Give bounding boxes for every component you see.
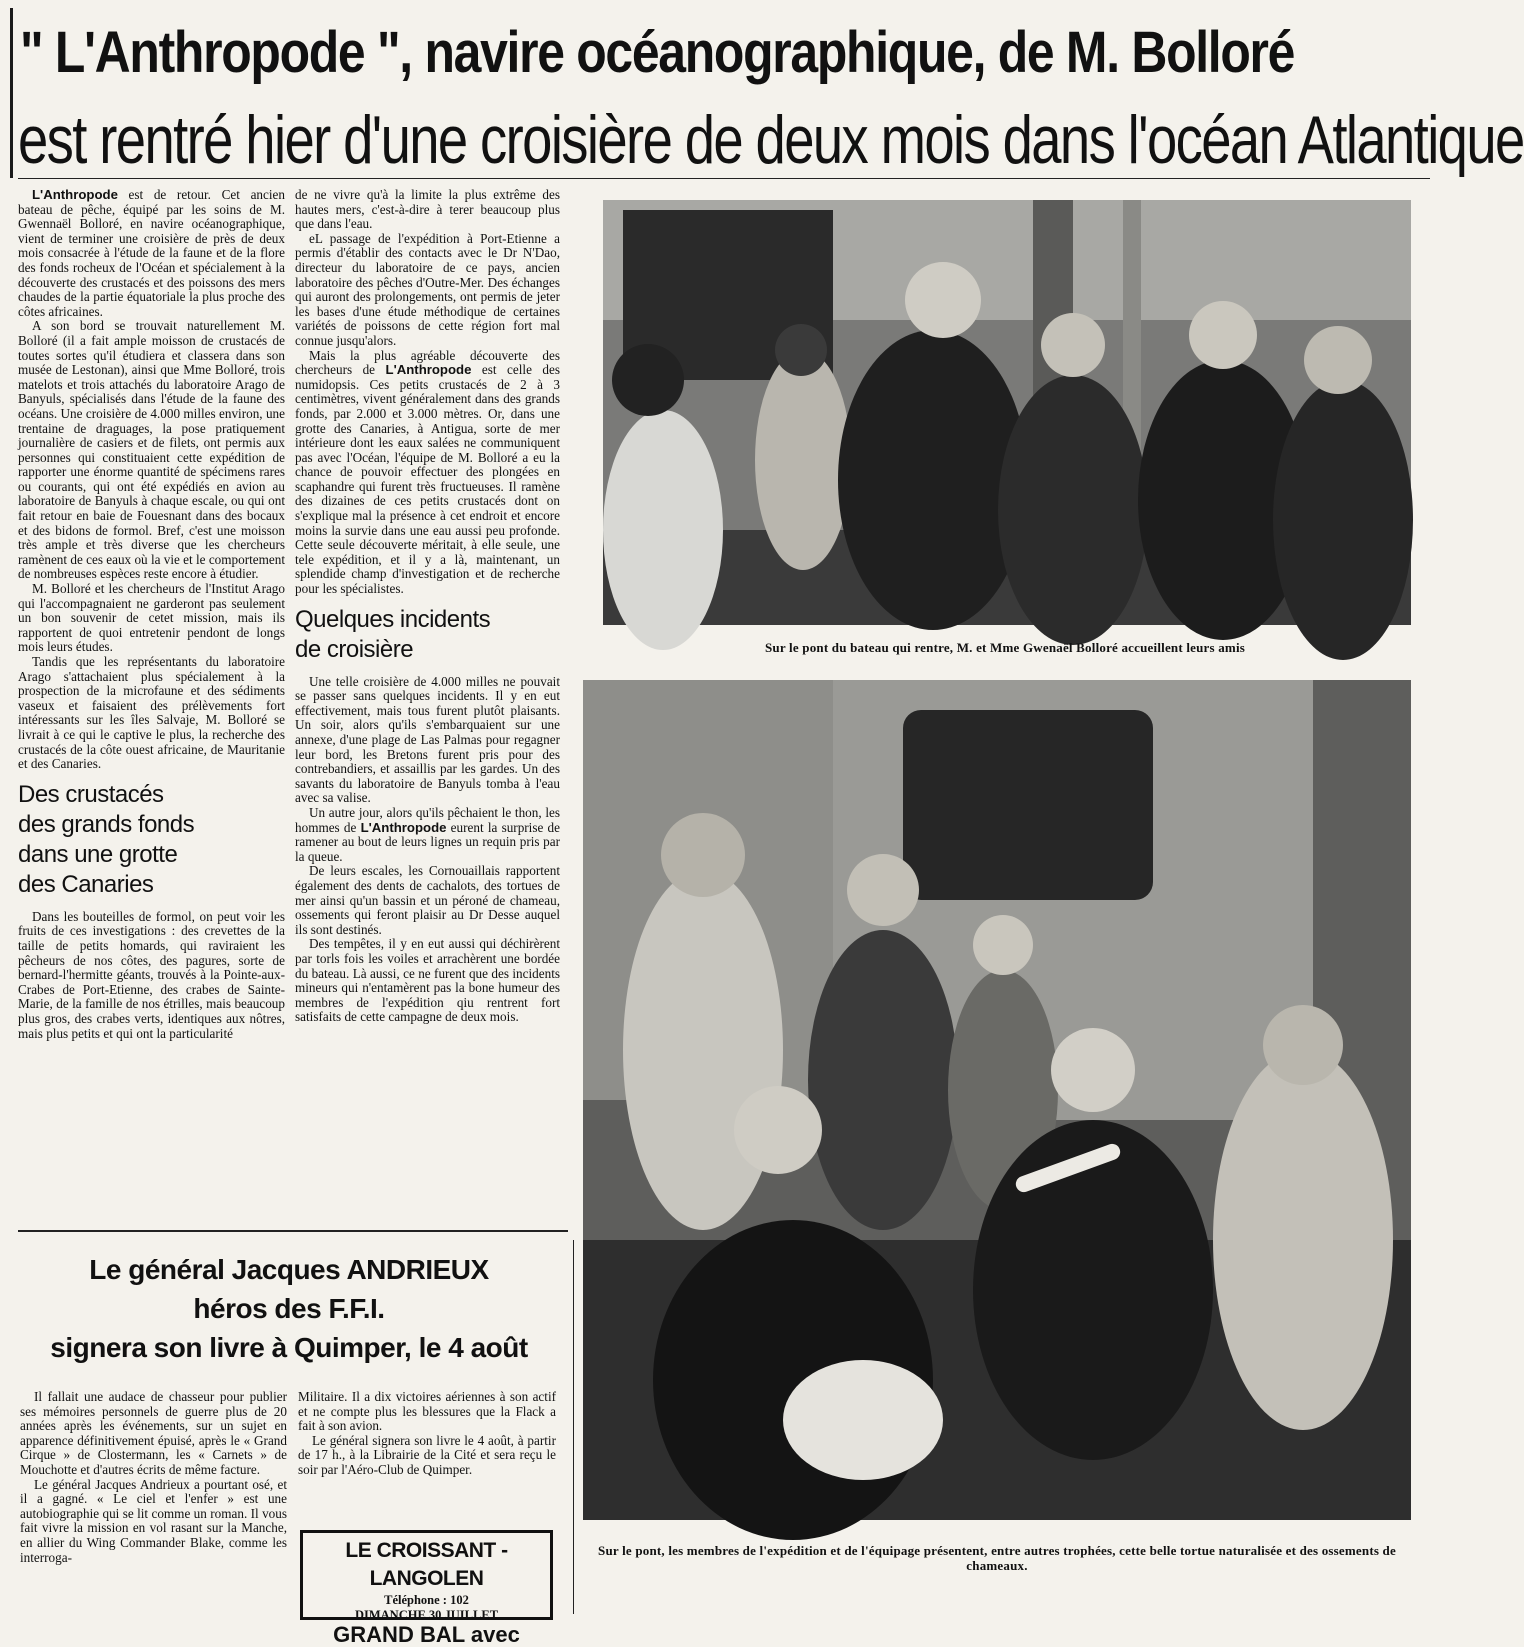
ad-event: GRAND BAL avec: [333, 1622, 520, 1647]
column-rule: [573, 1240, 574, 1614]
article-separator: [18, 1230, 568, 1232]
margin-rule: [10, 8, 13, 178]
paragraph: Mais la plus agréable découverte des chercheurs de L'Anthropode est celle des numidopsis. Ces petits crustacés de 2 à 3 centimètres, vivent généralement dans des grands fonds, par 2.000 et 3.000 mètres. Or, dans une grotte des Canaries, à Antigua, sorte de mer intérieure dont les eaux salées ne communiquent pas avec l'Océan, l'équipe de M. Bolloré a eu la chance de pouvoir effectuer des plongées en scaphandre qui furent très fructueuses. Il ramène des dizaines de ces petits crustacés dont on s'explique mal la présence à cet endroit et encore moins la survie dans une eau aussi peu profonde. Cette seule découverte méritait, à elle seule, une tele expédition, et il y a là, maintenant, un splendide champ d'investigation et de recherche pour les spécialistes.: [295, 347, 560, 597]
subheading: Des crustacés des grands fonds dans une grotte des Canaries: [18, 780, 195, 898]
paragraph: A son bord se trouvait naturellement M. Bolloré (il a fait ample moisson de crustacés de toutes sortes qu'il étudiera et classera dans son musée de Lestonan), ainsi que Mme Bolloré, trois matelots et trois attachés du laboratoire Arago de Banyuls, spécialisés dans l'étude de la faune des océans. Une croisière de 4.000 milles environ, une trentaine de draguages, la pose pratiquement journalière de casiers et de filets, ont permis aux personnes qui constituaient cette expédition de rapporter une énorme quantité de spécimens rares ou courants, qui ont été expédiés en avion au laboratoire de Banyuls à chaque escale, ou qui ont fait retour en baie de Fouesnant dans des bocaux et des bidons de formol. Bref, c'est une moisson très ample et très diverse que les chercheurs ramènent de ces eaux où la vie et le comportement de nombreuses espèces reste encore à étudier.: [18, 318, 285, 582]
paragraph: L'Anthropode est de retour. Cet ancien bateau de pêche, équipé par les soins de M. Gwennaël Bolloré, en navire océanographique, vient de terminer une croisière de près de deux mois consacrée à l'étude de la faune et de la flore des fonds rocheux de l'Océan et spécialement à la découverte des crustacés et des poissons des mers chaudes de la partie équatoriale la plus proche des côtes africaines.: [18, 187, 285, 319]
paragraph: de ne vivre qu'à la limite la plus extrême des hautes mers, c'est-à-dire à terer beaucoup plus que dans l'eau.: [295, 187, 560, 232]
article2-column-1: [20, 1390, 287, 1565]
paragraph: Le général signera son livre le 4 août, à partir de 17 h., à la Librairie de la Cité et sera reçu le soir par l'Aéro-Club de Quimper.: [298, 1432, 556, 1477]
paragraph: eL passage de l'expédition à Port-Etienne a permis d'établir des contacts avec le Dr N'Dao, directeur du laboratoire de ce pays, ancien laboratoire des pêches d'Outre-Mer. Des échanges qui auront des prolongements, ont permis de jeter les bases d'une étude méthodique de certaines variétés de poissons de cette région fort mal connue jusqu'alors.: [295, 230, 560, 348]
paragraph: Dans les bouteilles de formol, on peut voir les fruits de ces investigations : des crevettes de la taille de petits homards, qui raviraient les pêcheurs de nos côtes, des pagures, sorte de bernard-l'hermitte géants, trouvés à la Pointe-aux-Crabes de Port-Etienne, des crabes de Sainte-Marie, de la famille de nos étrilles, mais beaucoup plus gros, des crabes verts, identiques aux nôtres, mais plus petits et qui ont la particularité: [18, 908, 285, 1041]
subheading: Quelques incidents de croisière: [295, 605, 491, 663]
ad-title: LE CROISSANT - LANGOLEN: [345, 1539, 508, 1590]
headline-andrieux: Le général Jacques ANDRIEUX héros des F.F.I. signera son livre à Quimper, le 4 août: [50, 1254, 528, 1363]
photo-caption-1: Sur le pont du bateau qui rentre, M. et Mme Gwenaël Bolloré accueillent leurs amis: [764, 640, 1246, 655]
ad-phone: Téléphone : 102: [384, 1593, 469, 1607]
paragraph: Un autre jour, alors qu'ils pêchaient le thon, les hommes de L'Anthropode eurent la surprise de ramener au bout de leurs lignes un requin pris par la queue.: [295, 804, 560, 864]
article-column-1: [18, 188, 285, 1041]
photo-deck-greeting: [603, 200, 1411, 625]
headline-rule: [18, 178, 1430, 179]
paragraph: Des tempêtes, il y en eut aussi qui déchirèrent par torls fois les voiles et arrachèrent une bordée du bateau. Là aussi, ce ne furent que des incidents mineurs qui n'entamèrent pas la bone humeur des membres de l'expédition qiu rentrent fort satisfaits de cette campagne de deux mois.: [295, 936, 560, 1025]
headline-line-2: est rentré hier d'une croisière de deux mois dans l'océan Atlantique: [18, 102, 1524, 178]
ship-name: L'Anthropode: [360, 819, 447, 835]
article-column-2: [295, 188, 560, 1025]
photo-crew-trophies: [583, 680, 1411, 1520]
photo-caption-2: Sur le pont, les membres de l'expédition et de l'équipage présentent, entre autres trophées, cette belle tortue naturalisée et des ossements de chameaux.: [598, 1543, 1396, 1573]
paragraph: M. Bolloré et les chercheurs de l'Institut Arago qui l'accompagnaient ne garderont pas seulement un bon souvenir de cetet mission, mais ils rapportent de quoi entretenir pendont de longs mois leurs études.: [18, 581, 285, 655]
article2-column-2: [298, 1390, 556, 1478]
paragraph: Une telle croisière de 4.000 milles ne pouvait se passer sans quelques incidents. Il y en eut effectivement, mais tous furent plutôt plaisants. Un soir, alors qu'ils s'embarquaient sur une annexe, d'une plage de Las Palmas pour regagner leur bord, les Bretons furent pris pour des contrebandiers, et assaillis par les gardes. Un des savants du laboratoire de Banyuls tomba à l'eau avec sa valise.: [295, 673, 560, 806]
advertisement-box: [300, 1530, 553, 1647]
paragraph: Militaire. Il a dix victoires aériennes à son actif et ne compte plus les blessures que la Flack a fait à son avion.: [298, 1389, 556, 1434]
ship-name: L'Anthropode: [32, 187, 118, 202]
paragraph: Tandis que les représentants du laboratoire Arago s'attachaient plus spécialement à la prospection de la microfaune et des sédiments vaseux et faisaient des prélèvements fort intéressants sur les îles Salvaje, M. Bolloré se livrait à ce qui le captive le plus, la recherche des crustacés de la côte ouest africaine, de Mauritanie et des Canaries.: [18, 654, 285, 772]
paragraph: Le général Jacques Andrieux a pourtant osé, et il a gagné. « Le ciel et l'enfer » est une autobiographie qui se lit comme un roman. Il vous fait vivre la mission en vol rasant sur la Manche, en allier du Wing Commander Blake, comme les interroga-: [20, 1476, 287, 1565]
ship-name: L'Anthropode: [385, 362, 472, 378]
headline-line-1: " L'Anthropode ", navire océanographique, de M. Bolloré: [20, 20, 1295, 85]
paragraph: De leurs escales, les Cornouaillais rapportent également des dents de cachalots, des tortues de mer ainsi qu'un bassin et un péroné de chameau, ossements qui feront plaisir au Dr Desse auquel ils sont destinés.: [295, 863, 560, 937]
ad-date: DIMANCHE 30 JUILLET: [354, 1608, 499, 1622]
photo-crew-trophies-image: [583, 680, 1411, 1520]
paragraph: Il fallait une audace de chasseur pour publier ses mémoires personnels de guerre plus de 20 années après les événements, sur un sujet en apparence définitivement épuisé, après le « Grand Cirque » de Clostermann, les « Carnets » de Mouchotte et d'autres écrits de même facture.: [20, 1389, 287, 1477]
photo-deck-greeting-image: [603, 200, 1411, 625]
